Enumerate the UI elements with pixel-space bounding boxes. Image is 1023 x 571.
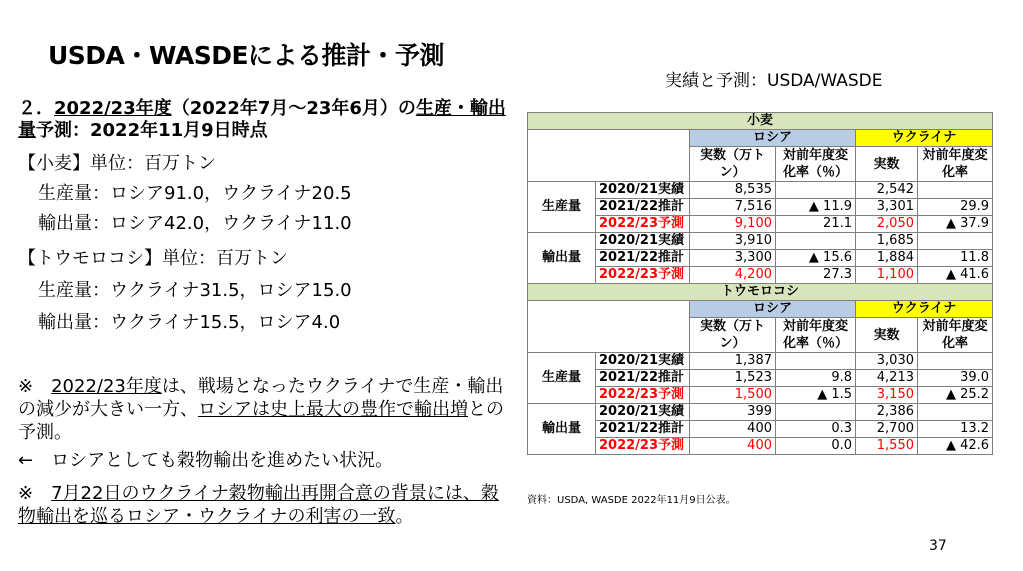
ukraine-actual: 1,550: [856, 438, 918, 455]
russia-change: [776, 233, 856, 250]
col-actual-ru: 実数（万トン）: [690, 318, 776, 353]
russia-actual: 400: [690, 421, 776, 438]
corn-heading: 【トウモロコシ】単位：百万トン: [18, 248, 288, 269]
ukraine-actual: 3,030: [856, 353, 918, 370]
ukraine-actual: 3,150: [856, 387, 918, 404]
ukraine-change: [918, 233, 993, 250]
ukraine-change: ▲ 25.2: [918, 387, 993, 404]
year-label: 2022/23予測: [596, 438, 690, 455]
year-label: 2021/22推計: [596, 421, 690, 438]
group-label: 生産量: [528, 353, 596, 404]
note-1-period: 2022/23年度: [51, 376, 162, 397]
corn-exports-line: 輸出量：ウクライナ15.5，ロシア4.0: [38, 312, 341, 333]
russia-actual: 4,200: [690, 267, 776, 284]
col-change-ru: 対前年度変化率（％）: [776, 318, 856, 353]
russia-change: [776, 404, 856, 421]
ukraine-header: ウクライナ: [856, 130, 993, 147]
blank-cell: [528, 301, 690, 353]
russia-change: 9.8: [776, 370, 856, 387]
col-actual-ru: 実数（万トン）: [690, 147, 776, 182]
wheat-heading: 【小麦】単位：百万トン: [18, 153, 216, 174]
col-change-ua: 対前年度変化率: [918, 318, 993, 353]
table-footnote: 資料：USDA, WASDE 2022年11月9日公表。: [527, 495, 736, 506]
russia-change: ▲ 15.6: [776, 250, 856, 267]
note-3-highlight: 7月22日のウクライナ穀物輸出再開合意の背景には、穀物輸出を巡るロシア・ウクライナの利害の一致: [18, 483, 499, 527]
corn-production-line: 生産量：ウクライナ31.5，ロシア15.0: [38, 280, 352, 301]
table-row: [528, 250, 993, 267]
year-label: 2021/22推計: [596, 250, 690, 267]
page-number: 37: [929, 538, 947, 554]
heading-suffix: 予測：2022年11月9日時点: [36, 120, 268, 141]
table-row: [528, 353, 993, 370]
ukraine-actual: 2,700: [856, 421, 918, 438]
russia-actual: 3,300: [690, 250, 776, 267]
russia-actual: 400: [690, 438, 776, 455]
russia-change: [776, 182, 856, 199]
russia-actual: 7,516: [690, 199, 776, 216]
note-3-suffix: 。: [395, 506, 414, 527]
section-row: [528, 113, 993, 130]
summary-panel: [18, 98, 513, 142]
col-change-ua: 対前年度変化率: [918, 147, 993, 182]
group-label: 生産量: [528, 182, 596, 233]
wheat-production-line: 生産量：ロシア91.0，ウクライナ20.5: [38, 183, 352, 204]
year-label: 2020/21実績: [596, 353, 690, 370]
source-label: 実績と予測：USDA/WASDE: [665, 71, 883, 91]
table-row: [528, 404, 993, 421]
table-row: [528, 199, 993, 216]
year-label: 2022/23予測: [596, 387, 690, 404]
heading-target: 生産・輸出量: [18, 98, 506, 141]
col-change-ru: 対前年度変化率（％）: [776, 147, 856, 182]
ukraine-change: [918, 353, 993, 370]
table-row: [528, 438, 993, 455]
country-header-row: [528, 301, 993, 318]
group-label: 輸出量: [528, 233, 596, 284]
year-label: 2020/21実績: [596, 404, 690, 421]
note-1-highlight: ロシアは史上最大の豊作で輸出増: [198, 399, 468, 420]
year-label: 2021/22推計: [596, 370, 690, 387]
country-header-row: [528, 130, 993, 147]
ukraine-actual: 2,050: [856, 216, 918, 233]
ukraine-actual: 2,386: [856, 404, 918, 421]
russia-change: [776, 353, 856, 370]
section-label: トウモロコシ: [528, 284, 993, 301]
note-3: [18, 482, 513, 528]
ukraine-actual: 1,884: [856, 250, 918, 267]
heading-mid: （2022年7月～23年6月）の: [171, 98, 416, 119]
russia-actual: 1,500: [690, 387, 776, 404]
summary-heading: [18, 98, 513, 142]
ukraine-change: ▲ 37.9: [918, 216, 993, 233]
col-actual-ua: 実数: [856, 318, 918, 353]
russia-actual: 1,387: [690, 353, 776, 370]
ukraine-change: [918, 182, 993, 199]
group-label: 輸出量: [528, 404, 596, 455]
table-row: [528, 216, 993, 233]
ukraine-actual: 4,213: [856, 370, 918, 387]
blank-cell: [528, 130, 690, 182]
ukraine-actual: 3,301: [856, 199, 918, 216]
russia-change: 27.3: [776, 267, 856, 284]
russia-actual: 8,535: [690, 182, 776, 199]
russia-change: ▲ 11.9: [776, 199, 856, 216]
russia-actual: 3,910: [690, 233, 776, 250]
russia-header: ロシア: [690, 301, 856, 318]
note-1-suffix: との予測。: [18, 399, 504, 443]
russia-actual: 9,100: [690, 216, 776, 233]
russia-change: ▲ 1.5: [776, 387, 856, 404]
ukraine-header: ウクライナ: [856, 301, 993, 318]
year-label: 2020/21実績: [596, 182, 690, 199]
note-1-mid: は、戦場となったウクライナで生産・輸出の減少が大きい一方、: [18, 376, 504, 420]
ukraine-change: 29.9: [918, 199, 993, 216]
russia-actual: 1,523: [690, 370, 776, 387]
russia-actual: 399: [690, 404, 776, 421]
ukraine-change: [918, 404, 993, 421]
section-label: 小麦: [528, 113, 993, 130]
russia-header: ロシア: [690, 130, 856, 147]
ukraine-change: 39.0: [918, 370, 993, 387]
forecast-table: [527, 112, 993, 455]
table-row: [528, 421, 993, 438]
ukraine-actual: 2,542: [856, 182, 918, 199]
russia-change: 0.0: [776, 438, 856, 455]
wheat-exports-line: 輸出量：ロシア42.0，ウクライナ11.0: [38, 213, 352, 234]
ukraine-actual: 1,685: [856, 233, 918, 250]
table-row: [528, 370, 993, 387]
col-actual-ua: 実数: [856, 147, 918, 182]
year-label: 2021/22推計: [596, 199, 690, 216]
ukraine-actual: 1,100: [856, 267, 918, 284]
note-3-prefix: ※: [18, 483, 52, 504]
heading-prefix: ２．: [18, 98, 54, 119]
year-label: 2022/23予測: [596, 216, 690, 233]
page-title: USDA・WASDEによる推計・予測: [48, 41, 445, 70]
ukraine-change: 11.8: [918, 250, 993, 267]
table-row: [528, 267, 993, 284]
year-label: 2022/23予測: [596, 267, 690, 284]
heading-period: 2022/23年度: [54, 98, 172, 119]
ukraine-change: 13.2: [918, 421, 993, 438]
note-1-prefix: ※: [18, 376, 52, 397]
table-row: [528, 182, 993, 199]
year-label: 2020/21実績: [596, 233, 690, 250]
table-row: [528, 387, 993, 404]
russia-change: 0.3: [776, 421, 856, 438]
note-2: ← ロシアとしても穀物輸出を進めたい状況。: [18, 450, 394, 471]
ukraine-change: ▲ 42.6: [918, 438, 993, 455]
section-row: [528, 284, 993, 301]
table-row: [528, 233, 993, 250]
ukraine-change: ▲ 41.6: [918, 267, 993, 284]
russia-change: 21.1: [776, 216, 856, 233]
note-1: [18, 375, 513, 444]
